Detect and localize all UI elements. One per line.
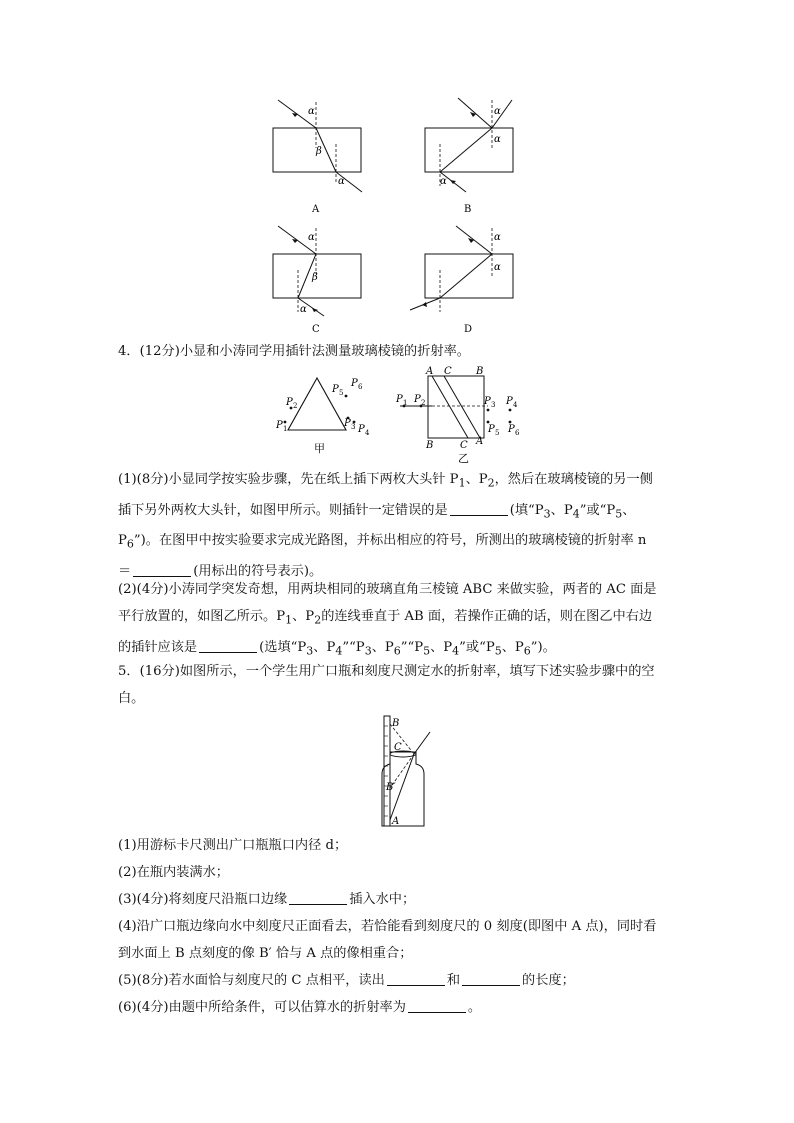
svg-text:A: A bbox=[426, 366, 434, 377]
q5-heading bbox=[118, 658, 684, 712]
figure-option-d bbox=[404, 220, 520, 338]
figure-bottle bbox=[364, 712, 440, 830]
svg-text:B: B bbox=[392, 718, 400, 729]
svg-text:P: P bbox=[351, 378, 358, 389]
text-line: 5．(16分)如图所示，一个学生用广口瓶和刻度尺测定水的折射率，填写下述实验步骤中的空 bbox=[118, 664, 655, 679]
figure-option-a bbox=[268, 92, 368, 216]
svg-text:3: 3 bbox=[351, 423, 356, 431]
svg-text:P: P bbox=[286, 397, 293, 408]
text-line: 插下另外两枚大头针，如图甲所示。则插针一定错误的是 (填“$P_3$、$P_4$”或“$P_5$、 bbox=[118, 502, 636, 521]
text-line: (4)沿广口瓶边缘向水中刻度尺正面看去，若恰能看到刻度尺的 0 刻度(即图中 A 点)，同时看 bbox=[118, 919, 657, 934]
alpha-label: α bbox=[308, 106, 315, 117]
q4-part2 bbox=[118, 576, 684, 664]
svg-text:6: 6 bbox=[515, 429, 520, 437]
alpha-label: α bbox=[494, 232, 501, 243]
svg-text:B′: B′ bbox=[386, 782, 396, 793]
svg-text:B: B bbox=[426, 440, 434, 451]
svg-text:P: P bbox=[488, 424, 495, 435]
q5-steps bbox=[118, 832, 684, 1021]
figure-label-b: B bbox=[464, 204, 472, 215]
text-line: (1)(8分)小显同学按实验步骤，先在纸上插下两枚大头针 $P_1$、$P_2$，然后在玻璃棱镜的另一侧 bbox=[118, 472, 653, 490]
svg-text:P: P bbox=[276, 420, 283, 431]
text-line: (2)(4分)小涛同学突发奇想，用两块相同的玻璃直角三棱镜 ABC 来做实验，两者的 AC 面是 bbox=[118, 582, 657, 597]
svg-text:B: B bbox=[476, 366, 484, 377]
svg-text:2: 2 bbox=[293, 402, 298, 410]
svg-text:P: P bbox=[358, 424, 365, 435]
alpha-label: α bbox=[338, 176, 345, 187]
svg-text:P: P bbox=[414, 394, 421, 405]
figure-label-c: C bbox=[312, 324, 320, 335]
figure-label-a: A bbox=[312, 204, 320, 215]
text-line: ＝ (用标出的符号表示)。 bbox=[118, 563, 323, 579]
svg-text:1: 1 bbox=[283, 425, 288, 433]
svg-text:P: P bbox=[344, 418, 351, 429]
text-line: (6)(4分)由题中所给条件，可以估算水的折射率为 。 bbox=[118, 1000, 482, 1015]
alpha-label: α bbox=[300, 304, 307, 315]
answer-blank[interactable] bbox=[387, 971, 445, 986]
svg-text:A: A bbox=[476, 436, 484, 447]
text-line: 平行放置的，如图乙所示。$P_1$、$P_2$的连线垂直于 AB 面，若操作正确的话，则在图乙中右边 bbox=[118, 609, 653, 627]
answer-blank[interactable] bbox=[133, 562, 191, 577]
svg-text:C: C bbox=[394, 742, 402, 753]
text-line: 白。 bbox=[118, 691, 145, 706]
svg-text:2: 2 bbox=[421, 399, 426, 407]
answer-blank[interactable] bbox=[462, 971, 520, 986]
svg-text:P: P bbox=[332, 384, 339, 395]
alpha-label: α bbox=[494, 106, 501, 117]
svg-text:A: A bbox=[392, 816, 400, 827]
figure-label-d: D bbox=[464, 324, 473, 335]
beta-label: β bbox=[316, 146, 322, 157]
figure-jia bbox=[272, 366, 382, 460]
beta-label: β bbox=[312, 272, 318, 283]
svg-text:P: P bbox=[508, 424, 515, 435]
figure-yi-label: 乙 bbox=[458, 452, 469, 465]
alpha-label: α bbox=[494, 262, 501, 273]
text-line: (3)(4分)将刻度尺沿瓶口边缘 插入水中； bbox=[118, 892, 416, 907]
answer-blank[interactable] bbox=[450, 501, 508, 516]
svg-text:4: 4 bbox=[513, 401, 518, 409]
text-line: $P_6$”)。在图甲中按实验要求完成光路图，并标出相应的符号，所测出的玻璃棱镜的折射率 n bbox=[118, 533, 647, 551]
text-line: (5)(8分)若水面恰与刻度尺的 C 点相平，读出 和 的长度； bbox=[118, 973, 575, 988]
svg-text:1: 1 bbox=[403, 399, 408, 407]
figure-jia-label: 甲 bbox=[314, 442, 325, 455]
figure-option-b bbox=[420, 92, 520, 216]
svg-text:P: P bbox=[506, 396, 513, 407]
q4-part1 bbox=[118, 466, 684, 585]
answer-blank[interactable] bbox=[289, 890, 347, 905]
svg-text:4: 4 bbox=[365, 429, 370, 437]
svg-text:C: C bbox=[444, 366, 452, 377]
svg-text:3: 3 bbox=[491, 401, 496, 409]
alpha-label: α bbox=[440, 176, 447, 187]
svg-text:P: P bbox=[396, 394, 403, 405]
answer-blank[interactable] bbox=[199, 638, 257, 653]
figure-yi bbox=[392, 362, 530, 466]
text-line: (1)用游标卡尺测出广口瓶瓶口内径 d； bbox=[118, 838, 348, 853]
text-line: (2)在瓶内装满水； bbox=[118, 865, 229, 880]
text-line: 的插针应该是 (选填“$P_3$、$P_4”“P_3$、$P_6”“P_5$、$P_4$”或“$P_5$、$P_6$”)。 bbox=[118, 639, 556, 658]
svg-text:6: 6 bbox=[358, 383, 363, 391]
q4-heading: 4．(12分)小显和小涛同学用插针法测量玻璃棱镜的折射率。 bbox=[118, 344, 470, 359]
alpha-label: α bbox=[494, 134, 501, 145]
svg-text:P: P bbox=[484, 396, 491, 407]
svg-text:5: 5 bbox=[339, 389, 344, 397]
figure-option-c bbox=[268, 220, 368, 338]
answer-blank[interactable] bbox=[408, 998, 466, 1013]
text-line: 到水面上 B 点刻度的像 B′ 恰与 A 点的像相重合； bbox=[118, 946, 413, 961]
svg-text:C: C bbox=[460, 440, 468, 451]
svg-text:5: 5 bbox=[495, 429, 500, 437]
alpha-label: α bbox=[308, 232, 315, 243]
